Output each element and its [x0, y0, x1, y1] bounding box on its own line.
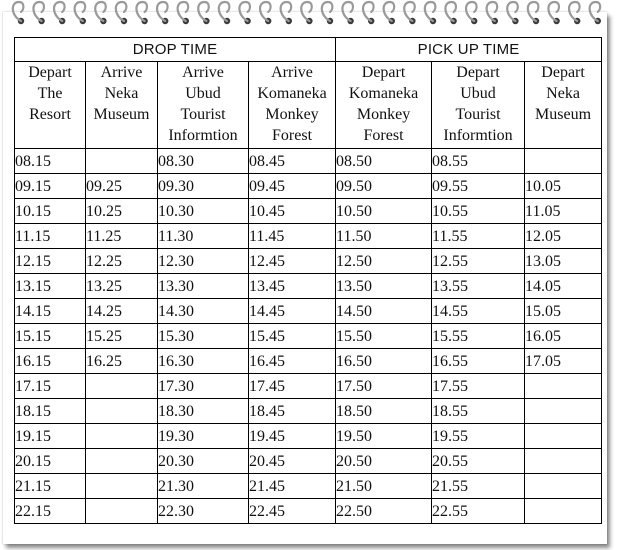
table-row [15, 299, 602, 324]
column-header-line: Tourist [455, 106, 501, 123]
time-cell: 15.15 [15, 324, 86, 349]
time-cell: 16.30 [158, 349, 249, 374]
spiral-ring-icon [466, 2, 477, 24]
time-cell [525, 474, 602, 499]
column-header-line: The [37, 85, 63, 102]
time-cell: 11.15 [15, 224, 86, 249]
pick-up-time-header: PICK UP TIME [336, 38, 602, 62]
time-cell [86, 149, 158, 174]
time-cell: 14.15 [15, 299, 86, 324]
column-header-line: Ubud [185, 85, 221, 102]
time-cell: 16.05 [525, 324, 602, 349]
spiral-ring-icon [281, 2, 292, 24]
spiral-ring-icon [384, 2, 395, 24]
time-cell: 11.25 [86, 224, 158, 249]
time-cell: 12.05 [525, 224, 602, 249]
table-row [15, 349, 602, 374]
time-cell: 14.55 [432, 299, 525, 324]
time-cell: 08.55 [432, 149, 525, 174]
time-cell: 11.45 [249, 224, 336, 249]
time-cell [86, 449, 158, 474]
time-cell: 18.55 [432, 399, 525, 424]
spiral-ring-icon [569, 2, 580, 24]
time-cell: 09.15 [15, 174, 86, 199]
time-cell: 08.30 [158, 149, 249, 174]
column-header-line: Komaneka [348, 85, 419, 102]
column-header [525, 62, 602, 149]
column-header-line: Ubud [460, 85, 496, 102]
time-cell: 20.15 [15, 449, 86, 474]
column-header-line: Forest [272, 127, 313, 144]
table-row [15, 399, 602, 424]
column-header-line: Neka [104, 85, 139, 102]
table-row [15, 274, 602, 299]
column-header-line: Neka [546, 85, 580, 102]
column-header [432, 62, 525, 149]
column-header-line: Tourist [180, 106, 226, 123]
time-cell: 19.45 [249, 424, 336, 449]
spiral-ring-icon [136, 2, 147, 24]
time-cell: 19.15 [15, 424, 86, 449]
column-header [249, 62, 336, 149]
time-cell: 08.50 [336, 149, 432, 174]
column-header-line: Informtion [443, 127, 513, 144]
column-header-line: Depart [456, 64, 500, 81]
time-cell [86, 474, 158, 499]
spiral-ring-icon [116, 2, 127, 24]
time-cell: 17.05 [525, 349, 602, 374]
spiral-ring-icon [487, 2, 498, 24]
time-cell: 15.55 [432, 324, 525, 349]
time-cell: 10.30 [158, 199, 249, 224]
column-header [336, 62, 432, 149]
time-cell: 21.50 [336, 474, 432, 499]
time-cell: 15.50 [336, 324, 432, 349]
time-cell: 12.50 [336, 249, 432, 274]
time-cell: 20.50 [336, 449, 432, 474]
time-cell: 12.25 [86, 249, 158, 274]
time-cell: 10.15 [15, 199, 86, 224]
time-cell [86, 374, 158, 399]
column-header-line: Forest [363, 127, 404, 144]
spiral-ring-icon [239, 2, 250, 24]
table-row [15, 499, 602, 524]
table-row [15, 199, 602, 224]
spiral-ring-icon [322, 2, 333, 24]
spiral-ring-icon [219, 2, 230, 24]
spiral-ring-icon [404, 2, 415, 24]
schedule-body [15, 149, 602, 524]
time-cell: 10.05 [525, 174, 602, 199]
column-header [15, 62, 86, 149]
time-cell: 22.55 [432, 499, 525, 524]
time-cell: 19.30 [158, 424, 249, 449]
time-cell: 22.45 [249, 499, 336, 524]
spiral-ring-icon [507, 2, 518, 24]
spiral-ring-icon [178, 2, 189, 24]
time-cell: 22.50 [336, 499, 432, 524]
time-cell: 09.55 [432, 174, 525, 199]
time-cell: 18.30 [158, 399, 249, 424]
time-cell: 12.45 [249, 249, 336, 274]
time-cell [86, 499, 158, 524]
time-cell: 13.30 [158, 274, 249, 299]
time-cell: 20.55 [432, 449, 525, 474]
column-header-line: Depart [28, 64, 72, 81]
column-header-line: Komaneka [257, 85, 327, 102]
time-cell: 17.45 [249, 374, 336, 399]
time-cell: 13.45 [249, 274, 336, 299]
column-header-line: Museum [93, 106, 150, 123]
time-cell: 21.15 [15, 474, 86, 499]
time-cell: 20.45 [249, 449, 336, 474]
spiral-ring-icon [528, 2, 539, 24]
column-header-line: Museum [535, 106, 592, 123]
time-cell: 13.05 [525, 249, 602, 274]
table-row [15, 449, 602, 474]
spiral-ring-icon [33, 2, 44, 24]
time-cell [525, 149, 602, 174]
time-cell: 15.30 [158, 324, 249, 349]
time-cell: 14.05 [525, 274, 602, 299]
column-header-line: Arrive [100, 64, 143, 81]
time-cell: 16.25 [86, 349, 158, 374]
time-cell: 21.55 [432, 474, 525, 499]
spiral-ring-icon [363, 2, 374, 24]
time-cell: 09.30 [158, 174, 249, 199]
spiral-ring-icon [13, 2, 24, 24]
time-cell: 08.15 [15, 149, 86, 174]
time-cell: 10.25 [86, 199, 158, 224]
time-cell: 15.25 [86, 324, 158, 349]
time-cell: 13.15 [15, 274, 86, 299]
time-cell: 22.30 [158, 499, 249, 524]
time-cell: 13.55 [432, 274, 525, 299]
time-cell: 17.30 [158, 374, 249, 399]
column-header [158, 62, 249, 149]
shuttle-schedule-table [14, 37, 602, 524]
column-header-row [15, 62, 602, 149]
column-header-line: Arrive [182, 64, 224, 81]
table-row [15, 324, 602, 349]
time-cell: 11.30 [158, 224, 249, 249]
time-cell: 17.50 [336, 374, 432, 399]
table-row [15, 174, 602, 199]
time-cell [525, 449, 602, 474]
spiral-ring-icon [260, 2, 271, 24]
table-row [15, 424, 602, 449]
time-cell [525, 499, 602, 524]
spiral-ring-icon [198, 2, 209, 24]
time-cell: 14.30 [158, 299, 249, 324]
time-cell: 10.45 [249, 199, 336, 224]
time-cell: 19.55 [432, 424, 525, 449]
time-cell: 20.30 [158, 449, 249, 474]
column-header [86, 62, 158, 149]
table-row [15, 474, 602, 499]
time-cell: 15.45 [249, 324, 336, 349]
column-header-line: Resort [29, 106, 71, 123]
time-cell: 09.50 [336, 174, 432, 199]
time-cell: 10.55 [432, 199, 525, 224]
column-header-line: Arrive [271, 64, 313, 81]
spiral-binding-icon [0, 0, 618, 30]
spiral-ring-icon [445, 2, 456, 24]
time-cell: 12.55 [432, 249, 525, 274]
time-cell: 13.25 [86, 274, 158, 299]
time-cell: 11.55 [432, 224, 525, 249]
time-cell: 09.45 [249, 174, 336, 199]
time-cell: 21.30 [158, 474, 249, 499]
spiral-ring-icon [54, 2, 65, 24]
time-cell: 09.25 [86, 174, 158, 199]
table-row [15, 149, 602, 174]
time-cell: 11.05 [525, 199, 602, 224]
time-cell: 08.45 [249, 149, 336, 174]
time-cell [525, 399, 602, 424]
spiral-ring-icon [157, 2, 168, 24]
time-cell: 16.55 [432, 349, 525, 374]
time-cell: 17.55 [432, 374, 525, 399]
time-cell: 19.50 [336, 424, 432, 449]
spiral-ring-icon [548, 2, 559, 24]
time-cell [525, 374, 602, 399]
column-header-line: Depart [361, 64, 406, 81]
time-cell: 21.45 [249, 474, 336, 499]
time-cell: 12.30 [158, 249, 249, 274]
time-cell: 18.50 [336, 399, 432, 424]
spiral-ring-icon [425, 2, 436, 24]
time-cell: 16.45 [249, 349, 336, 374]
time-cell: 18.15 [15, 399, 86, 424]
table-row [15, 224, 602, 249]
time-cell: 16.15 [15, 349, 86, 374]
time-cell: 16.50 [336, 349, 432, 374]
time-cell [86, 399, 158, 424]
time-cell: 17.15 [15, 374, 86, 399]
spiral-ring-icon [590, 2, 601, 24]
time-cell: 15.05 [525, 299, 602, 324]
time-cell: 22.15 [15, 499, 86, 524]
column-header-line: Depart [541, 64, 585, 81]
time-cell: 13.50 [336, 274, 432, 299]
table-row [15, 249, 602, 274]
time-cell: 12.15 [15, 249, 86, 274]
column-header-line: Informtion [168, 127, 238, 144]
time-cell: 14.25 [86, 299, 158, 324]
spiral-ring-icon [75, 2, 86, 24]
column-header-line: Monkey [265, 106, 319, 123]
spiral-ring-icon [95, 2, 106, 24]
group-header-row [15, 38, 602, 62]
time-cell: 14.50 [336, 299, 432, 324]
time-cell [525, 424, 602, 449]
time-cell: 10.50 [336, 199, 432, 224]
time-cell [86, 424, 158, 449]
drop-time-header: DROP TIME [15, 38, 336, 62]
time-cell: 11.50 [336, 224, 432, 249]
table-row [15, 374, 602, 399]
spiral-ring-icon [301, 2, 312, 24]
time-cell: 14.45 [249, 299, 336, 324]
time-cell: 18.45 [249, 399, 336, 424]
spiral-ring-icon [342, 2, 353, 24]
column-header-line: Monkey [356, 106, 411, 123]
